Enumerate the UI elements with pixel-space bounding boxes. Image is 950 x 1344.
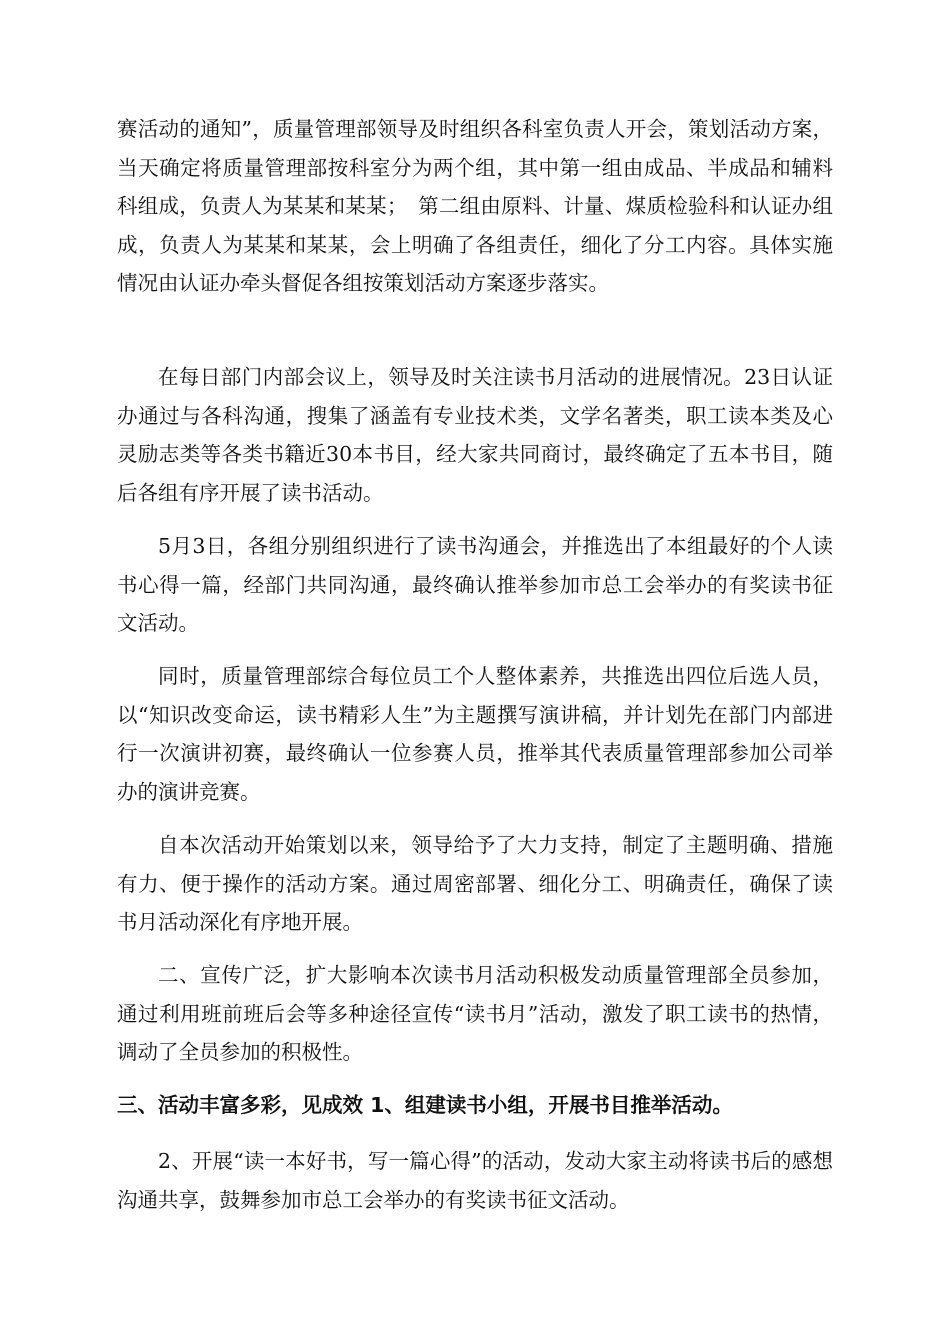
- paragraph-reading-meeting: 5月3日，各组分别组织进行了读书沟通会，并推选出了本组最好的个人读书心得一篇，经部门共同沟通，最终确认推举参加市总工会举办的有奖读书征文活动。: [117, 534, 833, 635]
- paragraph-book-selection: 在每日部门内部会议上，领导及时关注读书月活动的进展情况。23日认证办通过与各科沟通，搜集了涵盖有专业技术类，文学名著类，职工读本类及心灵励志类等各类书籍近30本书目，经大家共同商讨，最终确定了五本书目，随后各组有序开展了读书活动。: [117, 365, 833, 505]
- paragraph-speech-contest: 同时，质量管理部综合每位员工个人整体素养，共推选出四位后选人员，以“知识改变命运，读书精彩人生”为主题撰写演讲稿，并计划先在部门内部进行一次演讲初赛，最终确认一位参赛人员，推举其代表质量管理部参加公司举办的演讲竞赛。: [117, 664, 833, 804]
- paragraph-publicity: 二、宣传广泛，扩大影响本次读书月活动积极发动质量管理部全员参加，通过利用班前班后会等多种途径宣传“读书月”活动，激发了职工读书的热情，调动了全员参加的积极性。: [117, 963, 833, 1064]
- paragraph-reading-activity: 2、开展“读一本好书，写一篇心得”的活动，发动大家主动将读书后的感想沟通共享，鼓舞参加市总工会举办的有奖读书征文活动。: [117, 1149, 833, 1212]
- paragraph-activity-plan: 赛活动的通知”，质量管理部领导及时组织各科室负责人开会，策划活动方案，当天确定将质量管理部按科室分为两个组，其中第一组由成品、半成品和辅料科组成，负责人为某某和某某； 第二组由原料、计量、煤质检验科和认证办组成，负责人为某某和某某，会上明确了各组责任，细化了分工内容。具体实施情况由认证办牵头督促各组按策划活动方案逐步落实。: [117, 117, 833, 295]
- paragraph-leadership-support: 自本次活动开始策划以来，领导给予了大力支持，制定了主题明确、措施有力、便于操作的活动方案。通过周密部署、细化分工、明确责任，确保了读书月活动深化有序地开展。: [117, 833, 833, 934]
- section-heading: 三、活动丰富多彩，见成效 1、组建读书小组，开展书目推举活动。: [117, 1093, 733, 1117]
